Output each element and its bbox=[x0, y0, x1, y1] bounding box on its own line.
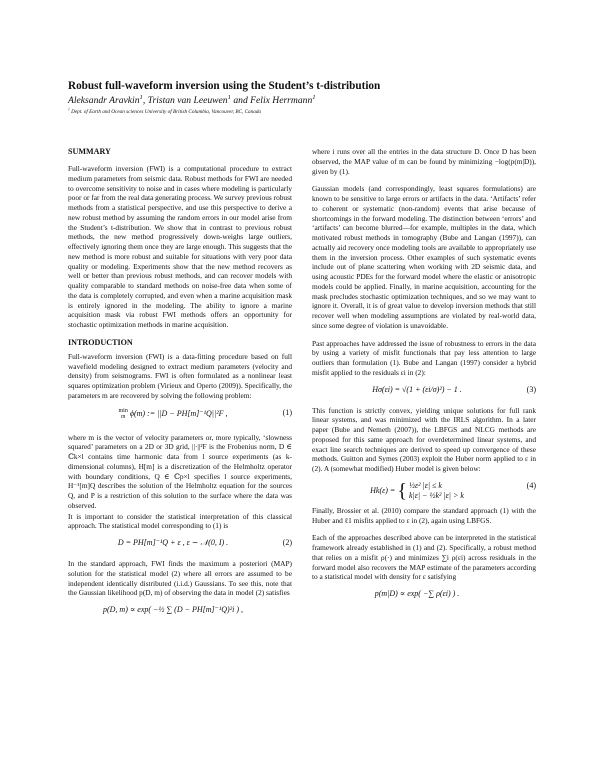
equation-4: Hk(ε) = { ½ε² |ε| ≤ k k|ε| − ½k² |ε| > k (4) bbox=[370, 479, 536, 502]
intro-paragraph-1: Full-waveform inversion (FWI) is a data-fitting procedure based on full wavefield modeling designed to extract medium parameters (velocity and density) from seismograms. FWI is often formulated as a nonlinear least squares optimization problem (Virieux and Operto (2009)). Specifically, the parameters m are recovered by solving the following problem: bbox=[68, 351, 292, 400]
equation-1: min m ϕ(m) := ||D − PH[m]⁻¹Q||²F , (1) bbox=[118, 407, 292, 420]
affil-mark-1: 1 bbox=[139, 93, 143, 101]
right-paragraph-1: where i runs over all the entries in the data structure D. Once D has been observed, the MAP value of m can be found by minimizing −log(p(m|D)), given by (1). bbox=[312, 147, 536, 176]
equation-5: p(m|D) ∝ exp( −∑ ρ(εi) ) . bbox=[374, 589, 460, 598]
right-paragraph-3: Past approaches have addressed the issue of robustness to errors in the data by using a variety of misfit functionals that pay less attention to large outliers than formulation (1). Bube and Langan (1997) consider a hybrid misfit applied to the residuals εi in (2): bbox=[312, 338, 536, 377]
right-paragraph-4: This function is strictly convex, yielding unique solutions for full rank linear systems, and was minimized with the IRLS algorithm. In a later paper (Bube and Nemeth (2007)), the LBFGS and NLCG methods are proposed for this same approach for overdetermined linear systems, and exact line search techniques are derived to speed up convergence of these methods. Guitton and Symes (2003) exploit the Huber norm applied to ε in (2). A (somewhat modified) Huber model is given below: bbox=[312, 405, 536, 473]
right-paragraph-5: Finally, Brossier et al. (2010) compare the standard approach (1) with the Huber and ℓ1 misfits applied to ε in (2), again using LBFGS. bbox=[312, 505, 536, 525]
author-list: Aleksandr Aravkin$^1$, Tristan van Leeuwen$^1$ and Felix Herrmann$^1$ bbox=[68, 93, 316, 106]
equation-3: Hσ(εi) = √(1 + (εi/σ)²) − 1 . (3) bbox=[372, 384, 536, 394]
intro-paragraph-3: It is important to consider the statistical interpretation of this classical approach. The statistical model corresponding to (1) is bbox=[68, 511, 292, 531]
author-1: Aleksandr Aravkin bbox=[68, 95, 140, 106]
author-3: Felix Herrmann bbox=[250, 95, 313, 106]
affiliation: $^1$ Dept. of Earth and Ocean sciences University of British Columbia, Vancouver, BC, Canada bbox=[68, 107, 262, 115]
left-column bbox=[68, 147, 292, 630]
summary-heading: SUMMARY bbox=[68, 147, 111, 156]
summary-paragraph: Full-waveform inversion (FWI) is a computational procedure to extract medium parameters from seismic data. Robust methods for FWI are needed to overcome sensitivity to noise and in cases where modeling is particularly poor or far from the real data generating process. We survey previous robust methods from a statistical perspective, and use this perspective to derive a new robust method by assuming the random errors in our model arise from the Student’s t-distribution. We show that in contrast to previous robust methods, the new method progressively down-weighs large outliers, effectively ignoring them once they are large enough. This suggests that the new method is more robust and suitable for situations with very poor data quality or modeling. Experiments show that the new method recovers as well or better than previous robust methods, and can recover models with quality comparable to standard methods on noise-free data when some of the data is completely corrupted, and even when a marine acquisition mask is entirely ignored in the modeling. The ability to ignore a marine acquisition mask via robust FWI methods offers an opportunity for stochastic optimization methods in marine acquisition. bbox=[68, 164, 292, 329]
right-paragraph-2: Gaussian models (and correspondingly, least squares formulations) are known to be sensitive to large errors or artifacts in the data. ‘Artifacts’ refer to coherent or systematic (non-random) events that arise because of shortcomings in the forward modeling. The distinction between ‘errors’ and ‘artifacts’ can become blurred—for example, multiples in the data, which motivated robust methods in tomography (Bube and Langan (1997)), can actually aid recovery once modeling tools are available to appropriately use them in the inversion process. Other examples of such systematic events include out of plane scattering when working with 2D seismic data, and using acoustic PDEs for the forward model where the elastic or anisotropic models could be applied. Finally, in marine acquisition, accounting for the mask precludes stochastic optimization techniques, and so we may want to ignore it. Overall, it is of great value to develop inversion methods that still recover well when modeling assumptions are violated by real-world data, since some degree of violation is unavoidable. bbox=[312, 184, 536, 330]
affiliation-text: Dept. of Earth and Ocean sciences University of British Columbia, Vancouver, BC, Canada bbox=[71, 109, 262, 115]
affil-mark-2: 1 bbox=[227, 93, 231, 101]
introduction-heading: INTRODUCTION bbox=[68, 337, 133, 347]
author-2: Tristan van Leeuwen bbox=[147, 95, 228, 106]
paper-title: Robust full-waveform inversion using the Student’s t-distribution bbox=[68, 80, 381, 92]
affil-mark-3: 1 bbox=[312, 93, 316, 101]
right-column bbox=[312, 147, 536, 610]
equation-gaussian-likelihood: p(D, m) ∝ exp( −½ ∑ (D − PH[m]⁻¹Q)²i ) , bbox=[102, 605, 244, 614]
right-paragraph-6: Each of the approaches described above can be interpreted in the statistical framework already established in (1) and (2). Specifically, a robust method that relies on a misfit ρ(·) and minimizes ∑i ρ(εi) across residuals in the forward model also recovers the MAP estimate of the parameters according to a statistical model with density for ε satisfying bbox=[312, 533, 536, 582]
intro-paragraph-4: In the standard approach, FWI finds the maximum a posteriori (MAP) solution for the statistical model (2) where all errors are assumed to be independent identically distributed (i.i.d.) Gaussians. To see this, note that the Gaussian likelihood p(D, m) of observing the data in model (2) satisfies bbox=[68, 559, 292, 598]
intro-paragraph-2: where m is the vector of velocity parameters or, more typically, ‘slowness squared’ parameters on a 2D or 3D grid, ||·||²F is the Frobenius norm, D ∈ ℂk×l contains time harmonic data from l source experiments (as k-dimensional columns), H[m] is a discretization of the Helmholtz operator with boundary conditions, Q ∈ ℂp×l specifies l source experiments, H⁻¹[m]Q describes the solution of the Helmholtz equation for the sources Q, and P is a restriction of this solution to the surface where the data was observed. bbox=[68, 432, 292, 510]
equation-2: D = PH[m]⁻¹Q + ε , ε ∼ 𝒩(0, I) . (2) bbox=[117, 538, 292, 547]
